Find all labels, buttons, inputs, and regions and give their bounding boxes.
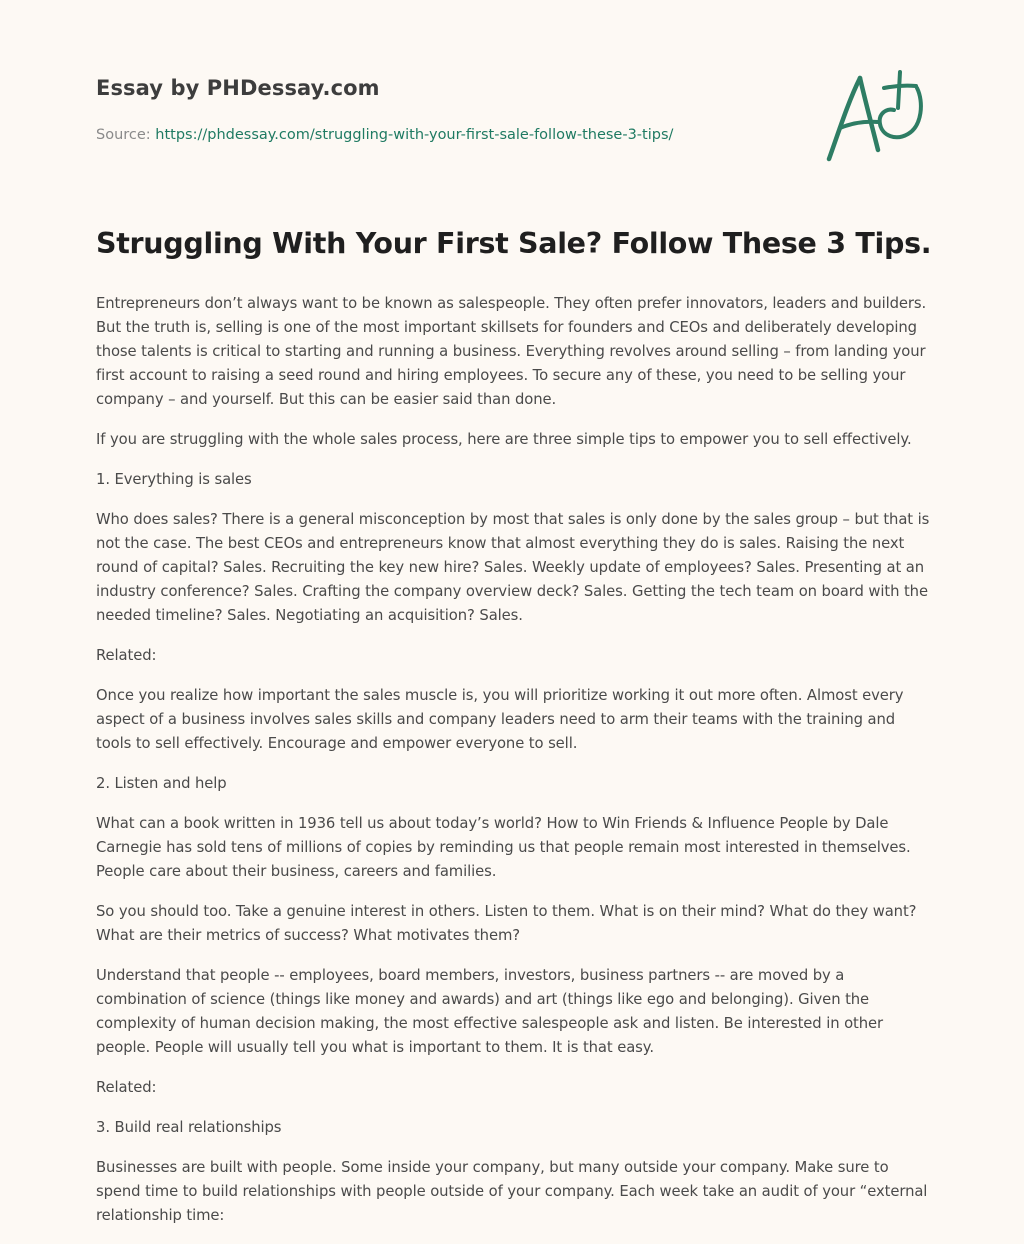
page-header	[96, 76, 796, 143]
site-brand: Essay by PHDessay.com	[96, 76, 380, 100]
section-heading: 2. Listen and help	[96, 775, 227, 792]
article	[96, 222, 932, 1244]
source-link[interactable]: https://phdessay.com/struggling-with-your-first-sale-follow-these-3-tips/	[155, 127, 674, 143]
a-plus-grade-icon	[818, 64, 930, 168]
article-paragraph: Who does sales? There is a general misconception by most that sales is only done by the sales group – but that is not the case. The best CEOs and entrepreneurs know that almost everything they do is sales. Raising the next round of capital? Sales. Recruiting the key new hire? Sales. Weekly update of employees? Sales. Presenting at an industry conference? Sales. Crafting the company overview deck? Sales. Getting the tech team on board with the needed timeline? Sales. Negotiating an acquisition? Sales.	[96, 511, 930, 624]
article-title: Struggling With Your First Sale? Follow These 3 Tips.	[96, 227, 932, 260]
article-paragraph: Businesses are built with people. Some inside your company, but many outside your company. Make sure to spend time to build relationships with people outside of your company. Each week take an audit of your “external relationship time:	[96, 1159, 928, 1224]
article-paragraph: Understand that people -- employees, board members, investors, business partners -- are moved by a combination of science (things like money and awards) and art (things like ego and belonging). Given the complexity of human decision making, the most effective salespeople ask and listen. Be interested in other people. People will usually tell you what is important to them. It is that easy.	[96, 967, 884, 1056]
article-paragraph: What can a book written in 1936 tell us about today’s world? How to Win Friends & Influence People by Dale Carnegie has sold tens of millions of copies by reminding us that people remain most interested in themselves. People care about their business, careers and families.	[96, 815, 911, 880]
source-label: Source:	[96, 127, 156, 143]
section-heading: 3. Build real relationships	[96, 1119, 282, 1136]
related-label: Related:	[96, 1079, 157, 1096]
article-paragraph: If you are struggling with the whole sales process, here are three simple tips to empower you to sell effectively.	[96, 431, 912, 448]
article-paragraph: Entrepreneurs don’t always want to be known as salespeople. They often prefer innovators, leaders and builders. But the truth is, selling is one of the most important skillsets for founders and CEOs and deliberately developing those talents is critical to starting and running a business. Everything revolves around selling – from landing your first account to raising a seed round and hiring employees. To secure any of these, you need to be selling your company – and yourself. But this can be easier said than done.	[96, 295, 927, 408]
section-heading: 1. Everything is sales	[96, 471, 252, 488]
article-paragraph: So you should too. Take a genuine interest in others. Listen to them. What is on their mind? What do they want? What are their metrics of success? What motivates them?	[96, 903, 917, 944]
article-paragraph: Once you realize how important the sales muscle is, you will prioritize working it out more often. Almost every aspect of a business involves sales skills and company leaders need to arm their teams with the training and tools to sell effectively. Encourage and empower everyone to sell.	[96, 687, 904, 752]
source-line	[96, 127, 796, 143]
related-label: Related:	[96, 647, 157, 664]
